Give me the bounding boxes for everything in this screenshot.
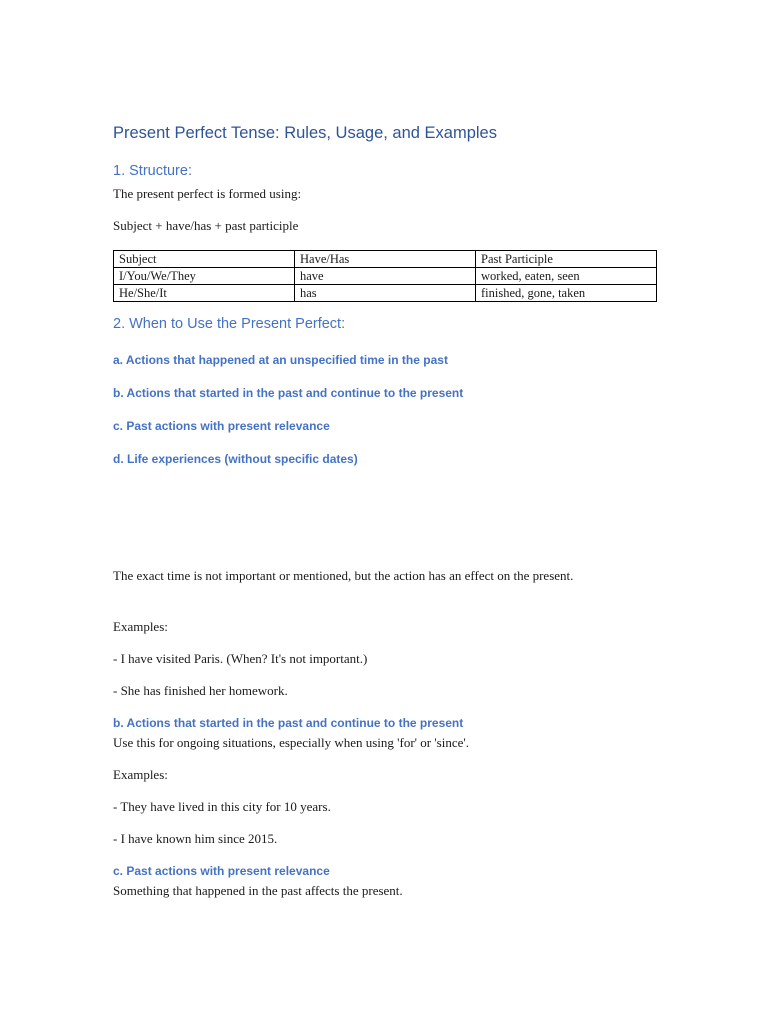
usage-item: d. Life experiences (without specific dates) [113,452,358,466]
section-c-heading: c. Past actions with present relevance [113,864,330,878]
section-a-body: The exact time is not important or mentioned, but the action has an effect on the present. [113,568,574,583]
table-cell: He/She/It [114,285,295,302]
table-cell: finished, gone, taken [476,285,657,302]
page-title: Present Perfect Tense: Rules, Usage, and Examples [113,124,497,142]
usage-heading: 2. When to Use the Present Perfect: [113,316,346,332]
structure-table [113,250,657,302]
structure-heading: 1. Structure: [113,163,192,179]
structure-intro: The present perfect is formed using: [113,186,302,201]
example-item: - I have visited Paris. (When? It's not important.) [113,651,368,666]
usage-item: c. Past actions with present relevance [113,419,330,433]
usage-item: b. Actions that started in the past and continue to the present [113,386,464,400]
table-cell: worked, eaten, seen [476,268,657,285]
table-header-cell: Past Participle [476,251,657,268]
table-header-row [114,251,657,268]
table-header-cell: Have/Has [295,251,476,268]
section-b-heading: b. Actions that started in the past and continue to the present [113,716,464,730]
table-row [114,285,657,302]
example-item: - They have lived in this city for 10 years. [113,799,331,814]
section-b-examples-label: Examples: [113,767,168,782]
structure-formula: Subject + have/has + past participle [113,218,299,233]
table-header-cell: Subject [114,251,295,268]
section-c-body: Something that happened in the past affects the present. [113,883,403,898]
section-a-examples-label: Examples: [113,619,168,634]
section-b-body: Use this for ongoing situations, especially when using 'for' or 'since'. [113,735,469,750]
table-cell: have [295,268,476,285]
table-cell: I/You/We/They [114,268,295,285]
table-row [114,268,657,285]
usage-item: a. Actions that happened at an unspecified time in the past [113,353,448,367]
example-item: - She has finished her homework. [113,683,288,698]
table-cell: has [295,285,476,302]
example-item: - I have known him since 2015. [113,831,278,846]
